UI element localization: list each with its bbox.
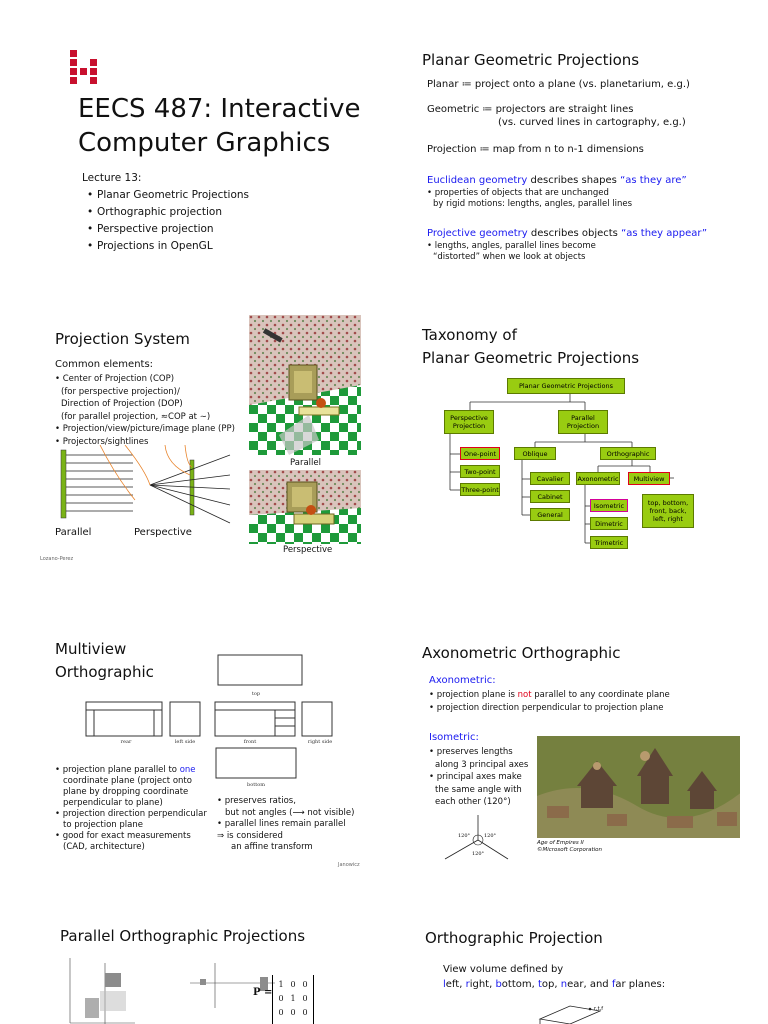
parallel-render-image xyxy=(249,315,361,455)
geometric-note: (vs. curved lines in cartography, e.g.) xyxy=(498,117,686,128)
label-top: top xyxy=(251,691,261,697)
slide-parallel-ortho xyxy=(40,915,370,1024)
outline-item: • Perspective projection xyxy=(87,221,249,238)
screenshot-caption: Age of Empires II ©Microsoft Corporation xyxy=(537,840,602,853)
age-of-empires-screenshot xyxy=(537,736,740,838)
projection-matrix: 1 0 0 0 1 0 0 0 0 xyxy=(272,975,314,1024)
slide-title: Taxonomy of Planar Geometric Projections xyxy=(422,326,640,367)
node-one-point: One-point xyxy=(460,447,500,460)
slide-title: Orthographic Projection xyxy=(425,929,603,947)
slide-title: Parallel Orthographic Projections xyxy=(60,927,306,945)
isometric-axes-diagram xyxy=(440,815,510,865)
slide-orthographic-projection: Orthographic Projection View volume defined by left, right, bottom, top, near, and far planes: r,t,f xyxy=(410,915,740,1024)
slide-projection-system: Projection System Common elements: • Center of Projection (COP) (for perspective projection)/ Direction of Projection (DOP) (for parallel projection, ≈COP at ∼) • Projection/view/picture/image plane (PP) • Projectors/sightlines Parallel Perspective Lozano-Perez Parallel Perspective xyxy=(40,310,370,570)
axonometric-heading: Axonometric: xyxy=(429,675,496,686)
node-dimetric: Dimetric xyxy=(590,517,628,530)
node-isometric: Isometric xyxy=(590,499,628,512)
node-planar-geometric: Planar Geometric Projections xyxy=(507,378,625,394)
svg-text:120°: 120° xyxy=(458,833,471,839)
projection-elements: • Center of Projection (COP) (for perspective projection)/ Direction of Projection (DOP) (for parallel projection, ≈COP at ∼) • Projection/view/picture/image plane (PP) • Projectors/sightlines xyxy=(55,374,235,447)
node-three-point: Three-point xyxy=(460,483,500,496)
affine-notes: • preserves ratios, but not angles (⟶ not visible) • parallel lines remain parallel ⇒ is considered an affine transform xyxy=(217,796,355,852)
label-perspective: Perspective xyxy=(134,527,192,538)
isometric-heading: Isometric: xyxy=(429,732,479,743)
view-volume-planes: left, right, bottom, top, near, and far planes: xyxy=(443,979,666,990)
projection-diagram xyxy=(55,445,255,535)
view-volume-box xyxy=(530,1003,620,1024)
slide-title xyxy=(40,40,370,290)
taxonomy-connectors xyxy=(410,310,740,570)
node-parallel: Parallel Projection xyxy=(558,410,608,434)
university-logo xyxy=(67,50,101,86)
node-cavalier: Cavalier xyxy=(530,472,570,485)
geometric-definition: Geometric ≔ projectors are straight lines xyxy=(427,104,634,115)
label-parallel: Parallel xyxy=(55,527,92,538)
image-label-parallel: Parallel xyxy=(290,458,321,468)
euclidean-line: Euclidean geometry describes shapes “as they are” xyxy=(427,175,687,186)
node-axonometric: Axonometric xyxy=(576,472,620,485)
label-front: front xyxy=(243,739,257,745)
node-trimetric: Trimetric xyxy=(590,536,628,549)
slide-planar-projections: Planar Geometric Projections Planar ≔ project onto a plane (vs. planetarium, e.g.) Geometric ≔ projectors are straight lines (vs. curved lines in cartography, e.g.) Projection ≔ map from n to n-1 dimensions Euclidean geometry describes shapes “as they are” • properties of objects that are unchanged by rigid motions: lengths, angles, parallel lines Projective geometry describes objects “as they appear” • lengths, angles, parallel lines become “distorted” when we look at objects xyxy=(422,51,708,262)
multiview-properties: • projection plane parallel to one coordinate plane (project onto plane by dropping coordinate perpendicular to plane) • projection direction perpendicular to projection plane • good for exact measurements (CAD, architecture) xyxy=(55,765,207,852)
lecture-outline: Lecture 13: • Planar Geometric Projections • Orthographic projection • Perspective projection • Projections in OpenGL xyxy=(82,170,249,255)
label-bottom: bottom xyxy=(247,782,265,788)
label-right-side: right side xyxy=(307,739,333,745)
slide-title: Multiview Orthographic xyxy=(55,640,154,681)
svg-text:120°: 120° xyxy=(484,833,497,839)
slide-title: Axonometric Orthographic xyxy=(422,644,621,662)
slide-multiview: Multiview Orthographic top rear left side front right side bottom • projection plane parallel to one coordinate plane (project onto plane by dropping coordinate perpendicular to plane) • projection direction perpendicular to projection plane • good for exact measurements (CAD, architecture) • preserves ratios, but not angles (⟶ not visible) • parallel lines remain parallel ⇒ is considered an affine transform Janowicz xyxy=(40,630,370,880)
svg-text:120°: 120° xyxy=(472,851,485,857)
course-title: EECS 487: Interactive Computer Graphics xyxy=(78,94,361,158)
svg-text:r,t,f: r,t,f xyxy=(594,1006,603,1012)
outline-item: • Projections in OpenGL xyxy=(87,238,249,255)
slide-title: Projection System xyxy=(55,330,190,348)
node-general: General xyxy=(530,508,570,521)
projective-line: Projective geometry describes objects “as they appear” xyxy=(427,228,708,239)
node-oblique: Oblique xyxy=(514,447,556,460)
label-rear: rear xyxy=(120,739,132,745)
planar-definition: Planar ≔ project onto a plane (vs. planetarium, e.g.) xyxy=(427,79,690,90)
outline-item: • Planar Geometric Projections xyxy=(87,187,249,204)
slide-taxonomy xyxy=(410,310,740,570)
slide-axonometric: Axonometric Orthographic Axonometric: • projection plane is not parallel to any coordinate plane • projection direction perpendicular to projection plane Isometric: • preserves lengths along 3 principal axes • principal axes make the same angle with each other (120°) 120° 120° 120° Age of Empires II ©Microsoft Corporation xyxy=(410,630,740,880)
node-views: top, bottom, front, back, left, right xyxy=(642,494,694,528)
node-orthographic: Orthographic xyxy=(600,447,656,460)
projection-definition: Projection ≔ map from n to n-1 dimensions xyxy=(427,144,644,155)
label-left-side: left side xyxy=(174,739,196,745)
node-perspective: Perspective Projection xyxy=(444,410,494,434)
slide-title: Planar Geometric Projections xyxy=(422,51,640,69)
node-two-point: Two-point xyxy=(460,465,500,478)
node-cabinet: Cabinet xyxy=(530,490,570,503)
isometric-properties: • preserves lengths along 3 principal axes • principal axes make the same angle with each other (120°) xyxy=(429,747,529,807)
outline-item: • Orthographic projection xyxy=(87,204,249,221)
matrix-label: P = xyxy=(253,987,273,998)
perspective-render-image xyxy=(249,470,361,544)
node-multiview: Multiview xyxy=(628,472,670,485)
image-label-perspective: Perspective xyxy=(283,545,333,555)
